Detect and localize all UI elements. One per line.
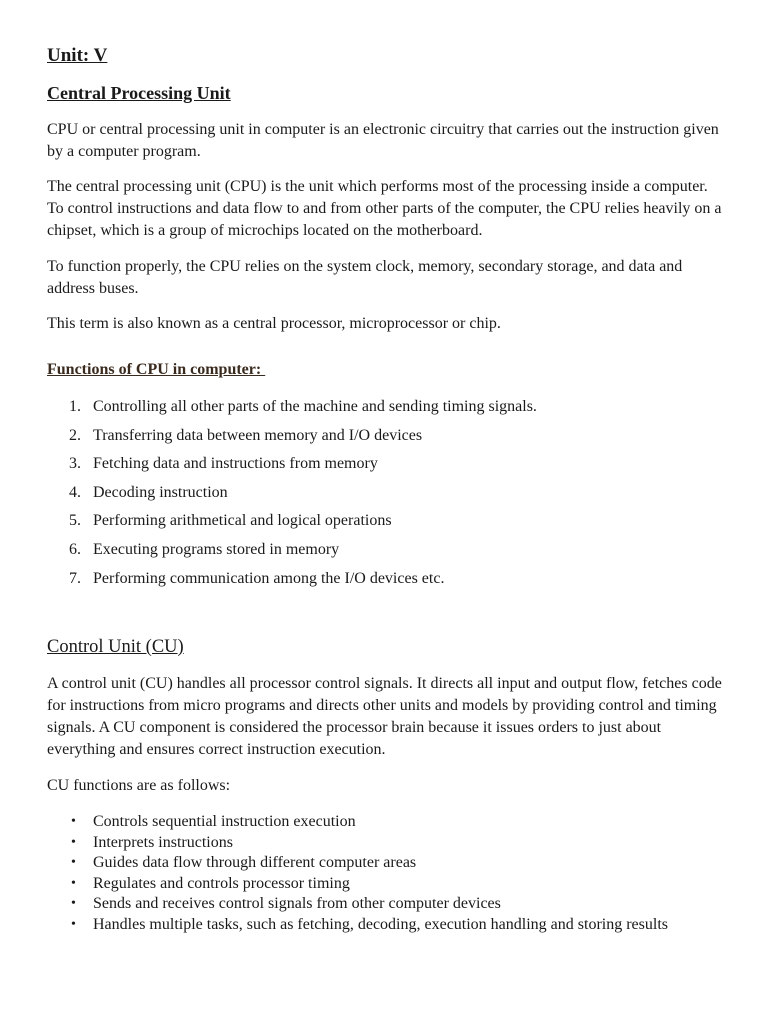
- cpu-paragraph: This term is also known as a central processor, microprocessor or chip.: [47, 315, 501, 332]
- list-item: [47, 915, 727, 936]
- list-item-text: Performing communication among the I/O devices etc.: [93, 569, 445, 587]
- list-item: [47, 568, 537, 597]
- bullet-icon: •: [71, 814, 76, 829]
- list-item: [47, 853, 727, 874]
- list-number: 6.: [69, 540, 81, 558]
- list-item: [47, 894, 727, 915]
- list-item-text: Fetching data and instructions from memory: [93, 455, 378, 473]
- bullet-icon: •: [71, 834, 76, 850]
- cu-section-title: Control Unit (CU): [47, 637, 184, 657]
- list-number: 3.: [69, 455, 81, 473]
- list-item: [47, 812, 727, 833]
- cpu-paragraph: To function properly, the CPU relies on the system clock, memory, secondary storage, and data and address buses.: [47, 258, 683, 297]
- cu-paragraph: CU functions are as follows:: [47, 777, 231, 794]
- bullet-icon: •: [71, 875, 76, 891]
- list-number: 7.: [69, 569, 81, 587]
- list-item: [47, 453, 537, 482]
- list-item: [47, 396, 537, 425]
- list-item-text: Executing programs stored in memory: [93, 540, 340, 558]
- cpu-functions-heading: Functions of CPU in computer:: [47, 361, 266, 378]
- list-item-text: Interprets instructions: [93, 833, 233, 851]
- list-item: [47, 539, 537, 568]
- cpu-functions-list: [47, 396, 537, 596]
- list-item-text: Guides data flow through different computer areas: [93, 854, 417, 872]
- cpu-paragraph: CPU or central processing unit in computer is an electronic circuitry that carries out the instruction given by a computer program.: [47, 121, 719, 160]
- list-item-text: Handles multiple tasks, such as fetching, decoding, execution handling and storing results: [93, 915, 668, 933]
- list-item-text: Performing arithmetical and logical operations: [93, 512, 392, 530]
- bullet-icon: •: [71, 855, 76, 871]
- bullet-icon: •: [71, 896, 76, 912]
- unit-title: Unit: V: [47, 45, 108, 66]
- list-item-text: Transferring data between memory and I/O devices: [93, 426, 423, 444]
- cpu-section-title: Central Processing Unit: [47, 83, 231, 103]
- bullet-icon: •: [71, 916, 76, 932]
- list-item-text: Controlling all other parts of the machine and sending timing signals.: [93, 398, 537, 415]
- list-item-text: Controls sequential instruction execution: [93, 813, 356, 830]
- list-item-text: Decoding instruction: [93, 483, 228, 501]
- list-item: [47, 874, 727, 895]
- list-number: 5.: [69, 512, 81, 530]
- list-item-text: Regulates and controls processor timing: [93, 874, 350, 892]
- cpu-paragraph: The central processing unit (CPU) is the unit which performs most of the processing inside a computer. To control instructions and data flow to and from other parts of the computer, the CPU relies heavily on a chipset, which is a group of microchips located on the motherboard.: [47, 178, 722, 239]
- list-item: [47, 833, 727, 854]
- list-item: [47, 482, 537, 511]
- list-number: 2.: [69, 426, 81, 444]
- cu-functions-list: [47, 812, 727, 936]
- list-number: 4.: [69, 483, 81, 501]
- list-item-text: Sends and receives control signals from other computer devices: [93, 895, 501, 913]
- list-item: [47, 510, 537, 539]
- cu-paragraph: A control unit (CU) handles all processor control signals. It directs all input and output flow, fetches code for instructions from micro programs and directs other units and models by providing control and timing signals. A CU component is considered the processor brain because it issues orders to just about everything and ensures correct instruction execution.: [47, 675, 722, 758]
- list-item: [47, 425, 537, 454]
- list-number: 1.: [69, 398, 81, 415]
